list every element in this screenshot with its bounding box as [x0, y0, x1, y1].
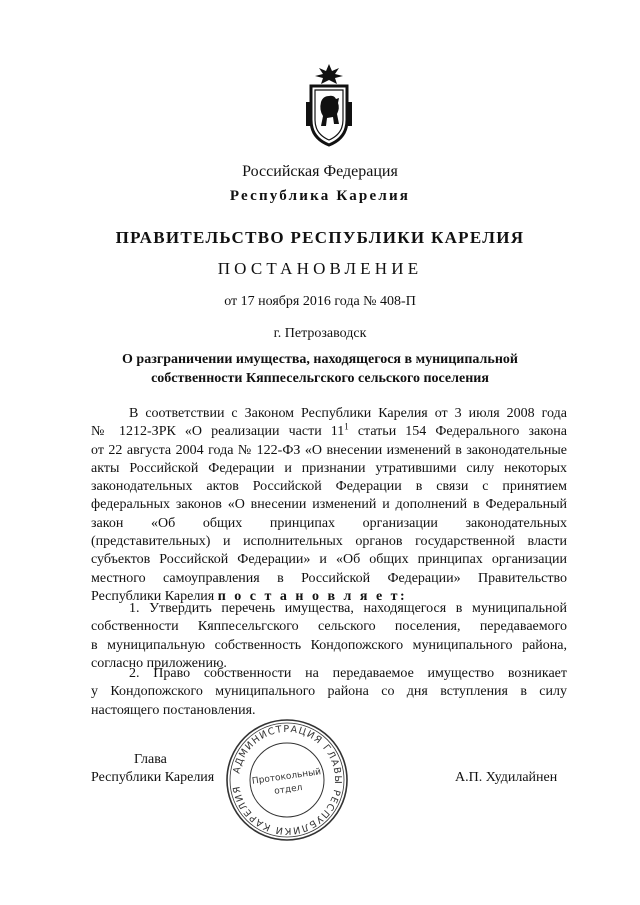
document-type: ПОСТАНОВЛЕНИЕ [217, 259, 423, 278]
text-line: субъектов Российской Федерации» и «Об общих принципах организации [91, 552, 567, 568]
text-line: 2. Право собственности на передаваемое имущество возникает [129, 666, 567, 681]
superscript: 1 [344, 421, 349, 432]
date-and-number: от 17 ноября 2016 года № 408-П [224, 294, 416, 309]
text-line: от 22 августа 2004 года № 122-ФЗ «О внесении изменений в законодательные [91, 442, 567, 458]
country-name: Российская Федерация [242, 163, 398, 180]
round-stamp [223, 716, 351, 844]
document-title-line-1: О разграничении имущества, находящегося в муниципальной [122, 352, 518, 367]
text-line: акты Российской Федерации и признании утратившими силу некоторых [91, 460, 567, 476]
text-line: (представительных) и исполнительных органов государственной власти [91, 534, 567, 550]
text-line: в муниципальную собственность Кондопожского муниципального района, [91, 637, 567, 653]
preamble-paragraph [91, 405, 567, 606]
text-line: законодательных актов Российской Федерации в связи с принятием [91, 479, 567, 495]
coat-of-arms-emblem [303, 62, 355, 147]
text-line: В соответствии с Законом Республики Карелия от 3 июля 2008 года [129, 406, 567, 421]
document-title-line-2: собственности Кяппесельгского сельского поселения [151, 371, 489, 386]
text-line: № 1212-ЗРК «О реализации части $11^1$ статьи 154 Федерального закона [91, 421, 567, 440]
text-line: местного самоуправления в Российской Федерации» Правительство [91, 570, 567, 586]
city-name: г. Петрозаводск [273, 326, 367, 341]
text-line: федеральных законов «О внесении изменений и дополнений в Федеральный [91, 497, 567, 513]
text-line: согласно приложению. [91, 655, 227, 671]
stamp-ring-text: АДМИНИСТРАЦИЯ ГЛАВЫ РЕСПУБЛИКИ КАРЕЛИЯ [231, 723, 344, 837]
resolves-word: п о с т а н о в л я е т: [217, 588, 408, 604]
stamp-inner-line-2: отдел [273, 782, 304, 797]
government-name: ПРАВИТЕЛЬСТВО РЕСПУБЛИКИ КАРЕЛИЯ [115, 228, 525, 247]
text-line: закон «Об общих принципах организации законодательных [91, 515, 567, 531]
stamp-inner-line-1: Протокольный [251, 767, 322, 787]
item-2-paragraph [91, 665, 567, 720]
text-line: собственности Кяппесельгского сельского поселения, передаваемого [91, 619, 567, 635]
signatory-position-line-2: Республики Карелия [91, 770, 215, 785]
republic-name: Республика Карелия [229, 188, 411, 204]
text-line: у Кондопожского муниципального района со дня вступления в силу [91, 684, 567, 700]
signatory-name: А.П. Худилайнен [455, 770, 558, 785]
item-1-paragraph [91, 600, 567, 673]
text-line: настоящего постановления. [91, 702, 256, 718]
text-line: 1. Утвердить перечень имущества, находящегося в муниципальной [129, 601, 567, 616]
signatory-position-line-1: Глава [134, 752, 167, 767]
text-line: Республики Карелия п о с т а н о в л я е т: [91, 588, 408, 604]
